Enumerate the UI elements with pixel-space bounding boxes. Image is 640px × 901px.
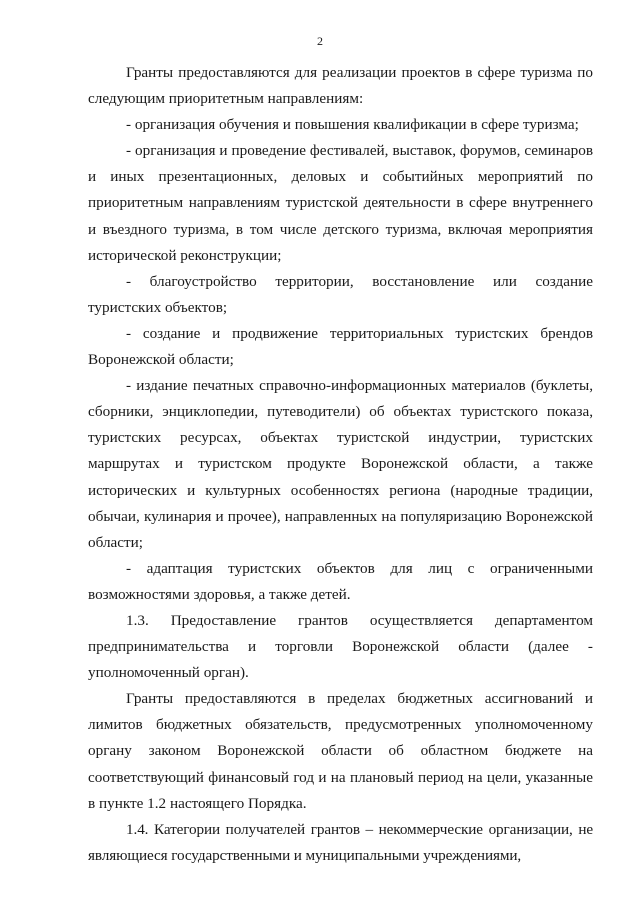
- list-item-improvement: - благоустройство территории, восстановление или создание туристских объектов;: [88, 272, 593, 316]
- list-item-publications: - издание печатных справочно-информационных материалов (буклеты, сборники, энциклопедии, путеводители) об объектах туристского показа, туристских ресурсах, объектах туристской индустрии, туристских маршрутах и туристском продукте Воронежской области, а также исторических и культурных особенностях региона (народные традиции, обычаи, кулинария и прочее), направленных на популяризацию Воронежской области;: [88, 377, 593, 551]
- list-item-events: - организация и проведение фестивалей, выставок, форумов, семинаров и иных презентационных, деловых и событийных мероприятий по приоритетным направлениям туристской деятельности в сфере внутреннего и въездного туризма, в том числе детского туризма, включая мероприятия исторической реконструкции;: [88, 142, 593, 264]
- paragraph-budget-limits: Гранты предоставляются в пределах бюджетных ассигнований и лимитов бюджетных обязательств, предусмотренных уполномоченному органу законом Воронежской области об областном бюджете на соответствующий финансовый год и на плановый период на цели, указанные в пункте 1.2 настоящего Порядка.: [88, 690, 593, 812]
- paragraph-grants-intro: Гранты предоставляются для реализации проектов в сфере туризма по следующим приоритетным направлениям:: [88, 64, 593, 108]
- list-item-brands: - создание и продвижение территориальных туристских брендов Воронежской области;: [88, 324, 593, 369]
- paragraph-1-3: 1.3. Предоставление грантов осуществляется департаментом предпринимательства и торговли Воронежской области (далее - уполномоченный орган).: [88, 611, 593, 682]
- list-item-training: - организация обучения и повышения квалификации в сфере туризма;: [126, 116, 579, 134]
- paragraph-1-4: 1.4. Категории получателей грантов – некоммерческие организации, не являющиеся государственными и муниципальными учреждениями,: [88, 820, 593, 864]
- list-item-adaptation: - адаптация туристских объектов для лиц с ограниченными возможностями здоровья, а также детей.: [88, 559, 593, 603]
- page-number: 2: [317, 34, 323, 48]
- document-body: [88, 60, 593, 869]
